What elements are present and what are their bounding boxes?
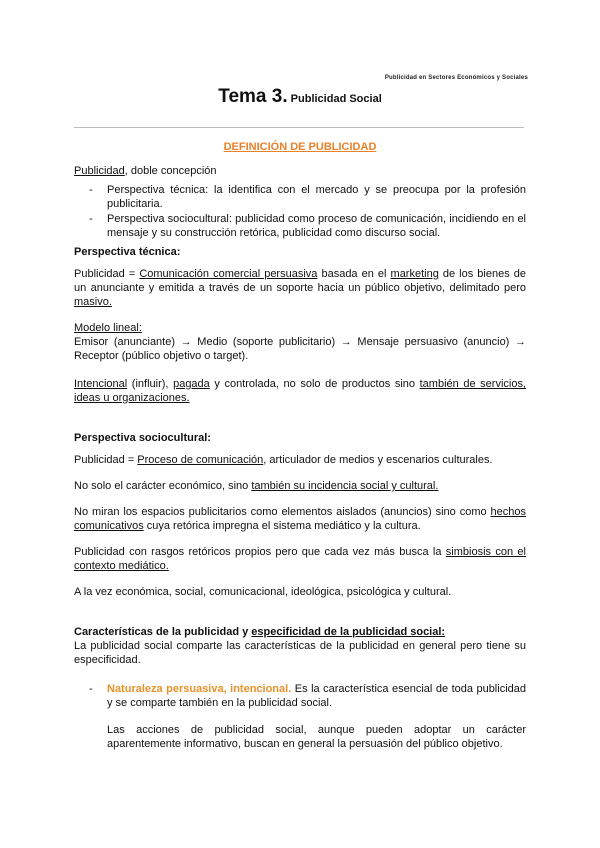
sociocultural-definition	[74, 453, 526, 467]
underlined-term: también de servicios, ideas u organizaciones.	[74, 378, 527, 404]
text-run: , articulador de medios y escenarios culturales.	[263, 454, 493, 466]
underlined-term: especificidad de la publicidad social:	[251, 626, 446, 638]
title-sub: Publicidad Social	[290, 93, 382, 105]
underlined-term: también su incidencia social y cultural.	[251, 480, 439, 492]
caracteristicas-heading	[74, 625, 526, 639]
underlined-term: simbiosis con el contexto mediático.	[74, 546, 526, 572]
underlined-term: masivo.	[74, 296, 112, 308]
caracteristicas-intro: La publicidad social comparte las características de la publicidad en general pero tiene su especificidad.	[74, 640, 526, 666]
underlined-term: Proceso de comunicación	[137, 454, 264, 466]
running-header: Publicidad en Sectores Económicos y Sociales	[384, 75, 528, 81]
text-run: Publicidad =	[74, 268, 140, 280]
text-run: (influir),	[127, 378, 174, 390]
text-run: y controlada, no solo de productos sino	[209, 378, 420, 390]
intro-line	[74, 164, 526, 178]
document-title	[0, 86, 600, 107]
caracteristicas-list	[74, 682, 526, 710]
text-run: Publicidad con rasgos retóricos propios pero que cada vez más busca la	[74, 546, 446, 558]
intro-term: Publicidad	[74, 165, 125, 177]
text-run: Publicidad =	[74, 454, 138, 466]
text-run: cuya retórica impregna el sistema mediático y la cultura.	[143, 520, 421, 532]
modelo-label: Modelo lineal:	[74, 322, 142, 334]
perspectives-list	[74, 183, 526, 240]
underlined-term: Intencional	[74, 378, 128, 390]
sociocultural-p5: A la vez económica, social, comunicacional, ideológica, psicológica y cultural.	[74, 586, 452, 598]
list-item: - Perspectiva sociocultural: publicidad como proceso de comunicación, incidiendo en el mensaje y su construcción retórica, publicidad como discurso social.	[74, 212, 526, 240]
document-body	[74, 140, 526, 751]
text-run: No solo el carácter económico, sino	[74, 480, 252, 492]
sociocultural-heading: Perspectiva sociocultural:	[74, 432, 211, 444]
sociocultural-p3	[74, 505, 526, 533]
text-run: Es la característica esencial de toda publicidad y se comparte también en la publicidad social.	[107, 683, 526, 709]
tecnica-attributes	[74, 377, 526, 405]
caracteristicas-followup: Las acciones de publicidad social, aunque pueden adoptar un carácter aparentemente informativo, buscan en general la persuasión del público objetivo.	[107, 724, 526, 750]
list-item: - Perspectiva técnica: la identifica con el mercado y se preocupa por la profesión publicitaria.	[74, 183, 526, 211]
sociocultural-p2	[74, 479, 526, 493]
tecnica-definition	[74, 267, 526, 309]
intro-rest: , doble concepción	[124, 165, 217, 177]
sociocultural-p4	[74, 545, 526, 573]
highlight-term: Naturaleza persuasiva, intencional.	[107, 683, 292, 695]
section-heading: DEFINICIÓN DE PUBLICIDAD	[223, 141, 377, 153]
tecnica-heading: Perspectiva técnica:	[74, 246, 181, 258]
underlined-term: hechos comunicativos	[74, 506, 526, 532]
text-run: Características de la publicidad y	[74, 626, 252, 638]
underlined-term: pagada	[173, 378, 210, 390]
text-run: basada en el	[317, 268, 391, 280]
underlined-term: marketing	[390, 268, 439, 280]
header-divider	[74, 127, 524, 128]
title-main: Tema 3.	[218, 86, 288, 107]
modelo-text: Emisor (anunciante) → Medio (soporte publicitario) → Mensaje persuasivo (anuncio) → Receptor (público objetivo o target).	[74, 336, 526, 362]
underlined-term: Comunicación comercial persuasiva	[139, 268, 318, 280]
text-run: No miran los espacios publicitarios como elementos aislados (anuncios) sino como	[74, 506, 491, 518]
text-run: de los bienes de un anunciante y emitida a través de un soporte hacia un público objetivo, delimitado pero	[74, 268, 527, 294]
list-item	[74, 682, 526, 710]
